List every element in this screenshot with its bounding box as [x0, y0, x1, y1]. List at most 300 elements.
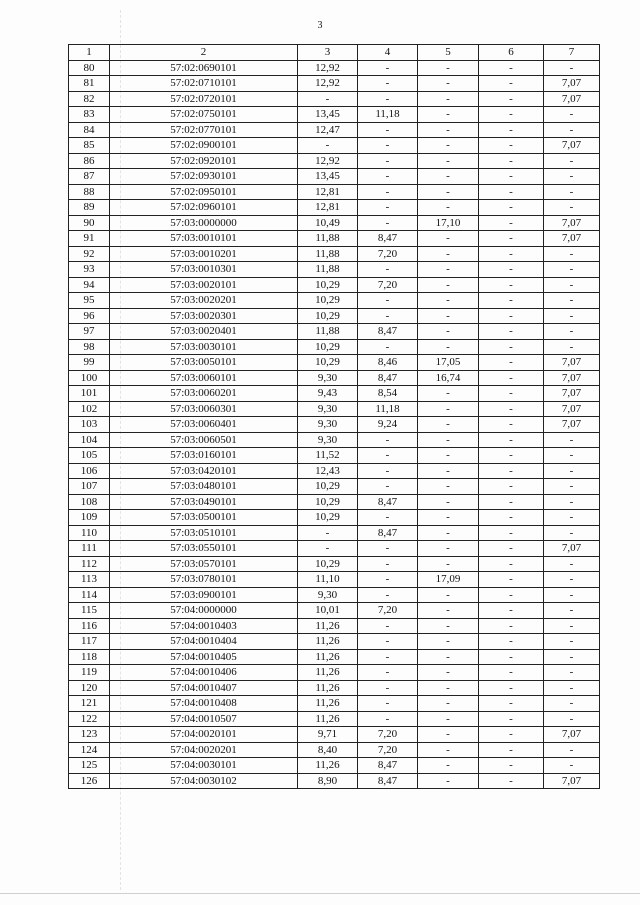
value-col-5: -	[418, 386, 479, 402]
value-col-4: 7,20	[358, 277, 418, 293]
value-col-4: 11,18	[358, 107, 418, 123]
value-col-5: -	[418, 293, 479, 309]
row-number: 84	[69, 122, 110, 138]
value-col-4: 7,20	[358, 727, 418, 743]
value-col-5: -	[418, 541, 479, 557]
value-col-4: -	[358, 122, 418, 138]
value-col-4: -	[358, 696, 418, 712]
value-col-7: -	[544, 200, 600, 216]
value-col-5: -	[418, 649, 479, 665]
value-col-4: 7,20	[358, 246, 418, 262]
value-col-3: 11,88	[298, 324, 358, 340]
value-col-7: -	[544, 463, 600, 479]
row-number: 122	[69, 711, 110, 727]
value-col-3: 10,29	[298, 339, 358, 355]
row-number: 98	[69, 339, 110, 355]
value-col-5: -	[418, 308, 479, 324]
row-number: 113	[69, 572, 110, 588]
value-col-7: 7,07	[544, 215, 600, 231]
row-number: 106	[69, 463, 110, 479]
row-number: 108	[69, 494, 110, 510]
value-col-4: -	[358, 200, 418, 216]
value-col-7: 7,07	[544, 231, 600, 247]
table-row	[69, 541, 600, 557]
value-col-3: 12,92	[298, 60, 358, 76]
cadastral-code: 57:03:0420101	[110, 463, 298, 479]
value-col-6: -	[479, 649, 544, 665]
row-number: 107	[69, 479, 110, 495]
cadastral-code: 57:03:0050101	[110, 355, 298, 371]
table-row	[69, 153, 600, 169]
value-col-3: 9,30	[298, 370, 358, 386]
cadastral-code: 57:03:0000000	[110, 215, 298, 231]
value-col-6: -	[479, 510, 544, 526]
value-col-7: -	[544, 510, 600, 526]
value-col-6: -	[479, 525, 544, 541]
row-number: 96	[69, 308, 110, 324]
value-col-3: -	[298, 91, 358, 107]
table-row	[69, 432, 600, 448]
value-col-4: -	[358, 711, 418, 727]
value-col-7: -	[544, 246, 600, 262]
value-col-6: -	[479, 200, 544, 216]
cadastral-code: 57:04:0010507	[110, 711, 298, 727]
cadastral-code: 57:03:0570101	[110, 556, 298, 572]
cadastral-code: 57:03:0030101	[110, 339, 298, 355]
value-col-3: 11,88	[298, 262, 358, 278]
cadastral-code: 57:03:0550101	[110, 541, 298, 557]
value-col-7: -	[544, 587, 600, 603]
table-row	[69, 355, 600, 371]
value-col-5: -	[418, 680, 479, 696]
value-col-3: 10,29	[298, 494, 358, 510]
value-col-3: 10,29	[298, 479, 358, 495]
column-header: 5	[418, 45, 479, 61]
cadastral-code: 57:03:0060101	[110, 370, 298, 386]
value-col-5: -	[418, 510, 479, 526]
value-col-6: -	[479, 138, 544, 154]
value-col-6: -	[479, 277, 544, 293]
row-number: 87	[69, 169, 110, 185]
value-col-5: -	[418, 432, 479, 448]
value-col-4: -	[358, 60, 418, 76]
value-col-4: -	[358, 680, 418, 696]
value-col-7: -	[544, 494, 600, 510]
value-col-6: -	[479, 727, 544, 743]
table-row	[69, 494, 600, 510]
value-col-3: 12,92	[298, 76, 358, 92]
value-col-5: 17,05	[418, 355, 479, 371]
row-number: 112	[69, 556, 110, 572]
value-col-5: -	[418, 339, 479, 355]
value-col-7: 7,07	[544, 401, 600, 417]
cadastral-code: 57:04:0010407	[110, 680, 298, 696]
value-col-7: -	[544, 432, 600, 448]
row-number: 119	[69, 665, 110, 681]
value-col-7: 7,07	[544, 727, 600, 743]
table-row	[69, 773, 600, 789]
value-col-4: -	[358, 262, 418, 278]
row-number: 126	[69, 773, 110, 789]
cadastral-code: 57:04:0020101	[110, 727, 298, 743]
value-col-6: -	[479, 696, 544, 712]
table-row	[69, 293, 600, 309]
value-col-7: -	[544, 262, 600, 278]
value-col-5: -	[418, 742, 479, 758]
cadastral-code: 57:03:0060201	[110, 386, 298, 402]
value-col-3: 9,71	[298, 727, 358, 743]
value-col-3: 10,49	[298, 215, 358, 231]
column-header: 1	[69, 45, 110, 61]
value-col-5: -	[418, 122, 479, 138]
value-col-3: 11,26	[298, 680, 358, 696]
table-row	[69, 277, 600, 293]
row-number: 88	[69, 184, 110, 200]
value-col-4: 7,20	[358, 603, 418, 619]
value-col-7: -	[544, 758, 600, 774]
cadastral-code: 57:02:0920101	[110, 153, 298, 169]
value-col-7: 7,07	[544, 91, 600, 107]
table-row	[69, 184, 600, 200]
value-col-4: -	[358, 184, 418, 200]
value-col-4: -	[358, 215, 418, 231]
table-row	[69, 742, 600, 758]
value-col-7: -	[544, 60, 600, 76]
value-col-4: -	[358, 634, 418, 650]
cadastral-code: 57:02:0770101	[110, 122, 298, 138]
value-col-6: -	[479, 107, 544, 123]
value-col-7: 7,07	[544, 386, 600, 402]
column-header: 7	[544, 45, 600, 61]
row-number: 83	[69, 107, 110, 123]
cadastral-code: 57:03:0020201	[110, 293, 298, 309]
value-col-6: -	[479, 742, 544, 758]
value-col-6: -	[479, 711, 544, 727]
value-col-6: -	[479, 463, 544, 479]
value-col-4: 8,47	[358, 494, 418, 510]
value-col-5: -	[418, 556, 479, 572]
value-col-3: 10,29	[298, 277, 358, 293]
value-col-6: -	[479, 603, 544, 619]
value-col-7: -	[544, 107, 600, 123]
row-number: 92	[69, 246, 110, 262]
value-col-6: -	[479, 386, 544, 402]
table-row	[69, 122, 600, 138]
value-col-7: -	[544, 184, 600, 200]
value-col-4: -	[358, 649, 418, 665]
table-row	[69, 603, 600, 619]
value-col-6: -	[479, 122, 544, 138]
value-col-3: 12,47	[298, 122, 358, 138]
value-col-7: -	[544, 680, 600, 696]
table-row	[69, 91, 600, 107]
value-col-4: -	[358, 479, 418, 495]
value-col-5: -	[418, 138, 479, 154]
value-col-6: -	[479, 479, 544, 495]
row-number: 85	[69, 138, 110, 154]
value-col-3: 10,29	[298, 355, 358, 371]
value-col-4: 8,47	[358, 758, 418, 774]
table-row	[69, 587, 600, 603]
cadastral-code: 57:03:0160101	[110, 448, 298, 464]
cadastral-code: 57:04:0030102	[110, 773, 298, 789]
row-number: 121	[69, 696, 110, 712]
value-col-3: 11,26	[298, 665, 358, 681]
cadastral-code: 57:02:0750101	[110, 107, 298, 123]
value-col-5: -	[418, 401, 479, 417]
value-col-3: 9,43	[298, 386, 358, 402]
page-number: 3	[317, 20, 323, 31]
row-number: 103	[69, 417, 110, 433]
value-col-7: -	[544, 603, 600, 619]
value-col-5: -	[418, 696, 479, 712]
value-col-7: -	[544, 556, 600, 572]
value-col-6: -	[479, 587, 544, 603]
value-col-3: 12,81	[298, 200, 358, 216]
value-col-5: 16,74	[418, 370, 479, 386]
table-row	[69, 479, 600, 495]
value-col-5: -	[418, 603, 479, 619]
row-number: 124	[69, 742, 110, 758]
cadastral-code: 57:04:0010408	[110, 696, 298, 712]
column-header: 2	[110, 45, 298, 61]
cadastral-code: 57:02:0960101	[110, 200, 298, 216]
row-number: 114	[69, 587, 110, 603]
value-col-6: -	[479, 91, 544, 107]
table-row	[69, 711, 600, 727]
value-col-5: -	[418, 448, 479, 464]
value-col-7: -	[544, 649, 600, 665]
value-col-5: 17,10	[418, 215, 479, 231]
cadastral-code: 57:03:0060401	[110, 417, 298, 433]
value-col-5: -	[418, 758, 479, 774]
cadastral-code: 57:03:0060501	[110, 432, 298, 448]
row-number: 81	[69, 76, 110, 92]
value-col-6: -	[479, 432, 544, 448]
value-col-7: -	[544, 525, 600, 541]
value-col-7: -	[544, 308, 600, 324]
value-col-5: -	[418, 727, 479, 743]
value-col-3: 10,29	[298, 510, 358, 526]
data-table	[68, 44, 600, 789]
row-number: 109	[69, 510, 110, 526]
value-col-5: -	[418, 76, 479, 92]
value-col-6: -	[479, 339, 544, 355]
value-col-5: -	[418, 417, 479, 433]
value-col-5: -	[418, 773, 479, 789]
value-col-6: -	[479, 401, 544, 417]
value-col-4: 8,47	[358, 370, 418, 386]
value-col-7: -	[544, 339, 600, 355]
row-number: 91	[69, 231, 110, 247]
value-col-6: -	[479, 541, 544, 557]
table-row	[69, 463, 600, 479]
value-col-3: 11,26	[298, 696, 358, 712]
table-row	[69, 665, 600, 681]
value-col-7: -	[544, 618, 600, 634]
row-number: 95	[69, 293, 110, 309]
row-number: 94	[69, 277, 110, 293]
cadastral-code: 57:03:0010201	[110, 246, 298, 262]
row-number: 104	[69, 432, 110, 448]
value-col-3: 11,10	[298, 572, 358, 588]
row-number: 116	[69, 618, 110, 634]
row-number: 99	[69, 355, 110, 371]
value-col-3: 10,01	[298, 603, 358, 619]
table-row	[69, 215, 600, 231]
cadastral-code: 57:03:0020101	[110, 277, 298, 293]
cadastral-code: 57:03:0020301	[110, 308, 298, 324]
value-col-4: -	[358, 665, 418, 681]
value-col-3: 10,29	[298, 308, 358, 324]
value-col-7: 7,07	[544, 417, 600, 433]
table-row	[69, 618, 600, 634]
value-col-6: -	[479, 184, 544, 200]
table-row	[69, 448, 600, 464]
value-col-5: -	[418, 711, 479, 727]
value-col-6: -	[479, 665, 544, 681]
table-row	[69, 138, 600, 154]
value-col-5: -	[418, 525, 479, 541]
table-row	[69, 262, 600, 278]
value-col-3: 12,81	[298, 184, 358, 200]
row-number: 125	[69, 758, 110, 774]
value-col-6: -	[479, 572, 544, 588]
cadastral-code: 57:03:0480101	[110, 479, 298, 495]
table-row	[69, 572, 600, 588]
cadastral-code: 57:03:0020401	[110, 324, 298, 340]
value-col-4: -	[358, 572, 418, 588]
value-col-3: 11,88	[298, 231, 358, 247]
value-col-4: -	[358, 169, 418, 185]
value-col-6: -	[479, 293, 544, 309]
table-row	[69, 417, 600, 433]
value-col-3: 9,30	[298, 587, 358, 603]
value-col-6: -	[479, 370, 544, 386]
value-col-7: 7,07	[544, 541, 600, 557]
row-number: 89	[69, 200, 110, 216]
column-header: 4	[358, 45, 418, 61]
value-col-4: 8,46	[358, 355, 418, 371]
value-col-4: -	[358, 339, 418, 355]
value-col-6: -	[479, 246, 544, 262]
value-col-5: -	[418, 200, 479, 216]
value-col-7: -	[544, 711, 600, 727]
value-col-6: -	[479, 324, 544, 340]
value-col-3: 9,30	[298, 432, 358, 448]
value-col-7: -	[544, 665, 600, 681]
value-col-3: 9,30	[298, 401, 358, 417]
row-number: 93	[69, 262, 110, 278]
value-col-7: -	[544, 324, 600, 340]
value-col-3: 12,92	[298, 153, 358, 169]
value-col-3: -	[298, 525, 358, 541]
row-number: 123	[69, 727, 110, 743]
value-col-3: 8,90	[298, 773, 358, 789]
value-col-6: -	[479, 308, 544, 324]
value-col-5: -	[418, 91, 479, 107]
value-col-5: -	[418, 479, 479, 495]
cadastral-code: 57:04:0020201	[110, 742, 298, 758]
value-col-3: 11,26	[298, 618, 358, 634]
cadastral-code: 57:03:0010301	[110, 262, 298, 278]
value-col-3: 11,26	[298, 634, 358, 650]
table-row	[69, 556, 600, 572]
table-row	[69, 727, 600, 743]
value-col-4: 9,24	[358, 417, 418, 433]
value-col-3: -	[298, 541, 358, 557]
value-col-4: 8,47	[358, 324, 418, 340]
value-col-4: -	[358, 618, 418, 634]
cadastral-code: 57:04:0010405	[110, 649, 298, 665]
table-row	[69, 107, 600, 123]
cadastral-code: 57:03:0490101	[110, 494, 298, 510]
cadastral-code: 57:04:0010404	[110, 634, 298, 650]
value-col-7: -	[544, 634, 600, 650]
row-number: 90	[69, 215, 110, 231]
value-col-4: -	[358, 463, 418, 479]
table-row	[69, 758, 600, 774]
value-col-4: 7,20	[358, 742, 418, 758]
value-col-3: 12,43	[298, 463, 358, 479]
row-number: 102	[69, 401, 110, 417]
table-row	[69, 401, 600, 417]
column-header: 6	[479, 45, 544, 61]
value-col-7: -	[544, 696, 600, 712]
value-col-5: -	[418, 463, 479, 479]
value-col-6: -	[479, 448, 544, 464]
table-row	[69, 76, 600, 92]
value-col-5: -	[418, 184, 479, 200]
cadastral-code: 57:02:0950101	[110, 184, 298, 200]
value-col-5: -	[418, 153, 479, 169]
row-number: 118	[69, 649, 110, 665]
value-col-4: -	[358, 76, 418, 92]
value-col-3: 11,26	[298, 711, 358, 727]
cadastral-code: 57:02:0690101	[110, 60, 298, 76]
table-row	[69, 169, 600, 185]
value-col-6: -	[479, 494, 544, 510]
value-col-5: -	[418, 60, 479, 76]
table-body	[69, 60, 600, 789]
value-col-6: -	[479, 618, 544, 634]
table-row	[69, 246, 600, 262]
row-number: 120	[69, 680, 110, 696]
row-number: 105	[69, 448, 110, 464]
value-col-6: -	[479, 680, 544, 696]
value-col-4: -	[358, 432, 418, 448]
value-col-4: -	[358, 541, 418, 557]
value-col-7: 7,07	[544, 773, 600, 789]
cadastral-code: 57:03:0500101	[110, 510, 298, 526]
value-col-4: -	[358, 556, 418, 572]
value-col-5: -	[418, 618, 479, 634]
cadastral-code: 57:02:0720101	[110, 91, 298, 107]
table-row	[69, 634, 600, 650]
value-col-5: -	[418, 587, 479, 603]
value-col-3: 13,45	[298, 107, 358, 123]
value-col-4: -	[358, 138, 418, 154]
value-col-7: 7,07	[544, 76, 600, 92]
value-col-6: -	[479, 76, 544, 92]
row-number: 110	[69, 525, 110, 541]
value-col-7: -	[544, 293, 600, 309]
cadastral-code: 57:02:0900101	[110, 138, 298, 154]
cadastral-code: 57:03:0510101	[110, 525, 298, 541]
row-number: 100	[69, 370, 110, 386]
cadastral-code: 57:02:0710101	[110, 76, 298, 92]
value-col-5: -	[418, 277, 479, 293]
